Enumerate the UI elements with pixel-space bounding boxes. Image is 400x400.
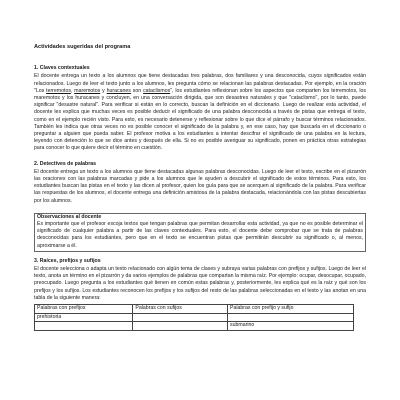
table-cell [228,313,354,322]
table-cell [133,313,228,322]
section-heading: 3. Raíces, prefijos y sufijos [34,257,101,264]
document-title: Actividades sugeridas del programa [34,44,131,50]
keyword-maremotos: maremotos [74,87,101,94]
table-row [35,313,354,322]
section-paragraph: El docente entrega un texto a los alumnos que tiene destacadas algunas palabras desconocidas. Luego de leer el texto, escribe en el pizarrón las oraciones con las palabras marcadas y pide a los alumnos que le ayuden a descubrir el significado de estos términos. Para esto, los estudiantes buscan las pistas en el texto y las dicen al profesor, quien los guía para que se acerquen al significado de la palabra. Para verificar las respuestas de los alumnos, el docente entrega una definición amistosa de la palabra destacada, relacionándola con las pistas descubiertas por los alumnos. [34,168,366,204]
keyword-terremotos: terremotos [46,87,71,94]
section-paragraph: El docente entrega un texto a los alumnos que tiene destacadas tres palabras, dos familiares y una desconocida, cuyos significados están relacionados. Luego de leer el texto junto a los alumnos, les pregunta cómo se relacionan las palabras destacadas. Por ejemplo, en la oración "Los terremotos, maremotos y huracanes son cataclismos", los estudiantes reflexionan sobre los aspectos que comparten los terremotos, los maremotos y los huracanes y concluyen, en una conversación dirigida, que son desastres naturales y que "cataclismo", por lo tanto, puede significar "desastre natural". Para verificar si están en lo correcto, buscan la definición en el diccionario. Luego de realizar esta actividad, el docente les explica que muchas veces es posible deducir el significado de una palabra desconocida a través de pistas que entrega el texto, como en el ejemplo recién visto. Para esto, es necesario detenerse y reflexionar sobre lo que dice el párrafo y buscar términos relacionados. También les indica que otras veces no es posible conocer el significado de la palabra y, en ese caso, hay que buscarla en el diccionario o preguntar a alguien que pueda saber. El profesor motiva a los estudiantes a intentar descifrar el significado de una palabra en la lectura, leyendo con detención lo que se dice antes y después de ella. Si no es posible averiguar su significado, ponen en práctica otras estrategias para conocer lo que quiere decir el término en cuestión. [34,73,367,152]
section-heading: 1. Claves contextuales [34,65,90,72]
table-header: Palabras con sufijos [133,305,228,314]
observations-heading: Observaciones al docente [37,213,102,220]
table-header: Palabras con prefijos [35,305,133,314]
table-cell [35,322,133,331]
table-cell: prehistoria [35,313,133,322]
section-heading: 2. Detectives de palabras [34,160,96,167]
observations-box [34,213,366,252]
section-raices-prefijos-sufijos [34,258,366,331]
affix-table [34,304,354,331]
observations-paragraph: Es importante que el profesor escoja textos que tengan palabras que permitan desarrollar esta actividad, ya que no es posible determinar el significado de cualquier palabra a partir de las claves contextuales. Para esto, el docente debe comprobar que se trata de palabras desconocidas para los estudiantes, pero que en el texto se encuentran pistas que permitirán descubrir su significado o, al menos, aproximarse a él. [37,221,363,249]
keyword-huracanes: huracanes [106,87,131,94]
table-cell [133,322,228,331]
table-header: Palabras con prefijo y sufijo [228,305,354,314]
table-row [35,322,354,331]
section-detectives-de-palabras [34,161,366,205]
table-cell: submarino [228,322,354,331]
section-claves-contextuales [34,65,366,152]
section-paragraph: El docente selecciona o adapta un texto relacionado con algún tema de clases y subraya varias palabras con prefijos y sufijos. Luego de leer el texto, anota un término en el pizarrón y da varios ejemplos de palabras que compartan la misma raíz. Por ejemplo: ocupar, desocupar, ocupado, preocupado. Luego pregunta a los estudiantes qué tienen en común estas palabras y, posteriormente, les explica qué es la raíz y qué son los prefijos y los sufijos. Los estudiantes reconocen los prefijos y los sufijos del resto de las palabras seleccionadas en el texto y las anotan en una tabla de la siguiente manera: [34,266,366,301]
table-header-row [35,305,354,314]
keyword-cataclismos: cataclismos [143,87,171,94]
